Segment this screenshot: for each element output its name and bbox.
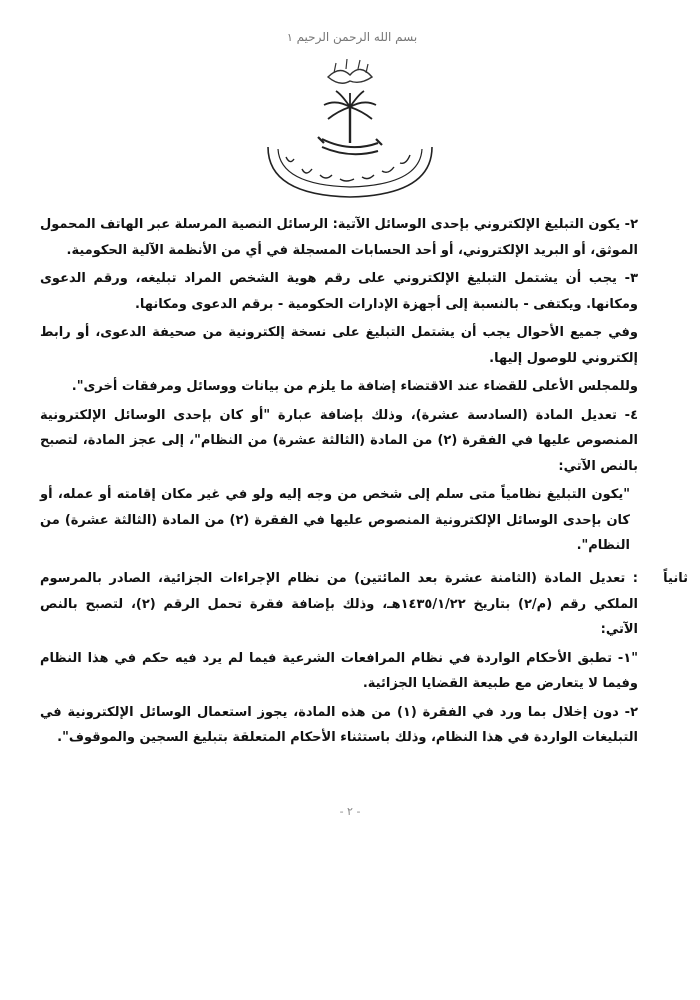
section-two-clause-1: "١- تطبق الأحكام الواردة في نظام المرافعات الشرعية فيما لم يرد فيه حكم في هذا النظام وفيما لا يتعارض مع طبيعة القضايا الجزائية. bbox=[40, 650, 638, 691]
article-body bbox=[40, 212, 638, 562]
section-two-intro: : تعديل المادة (الثامنة عشرة بعد المائتين) من نظام الإجراءات الجزائية، الصادر بالمرسوم الملكي رقم (م/٢) بتاريخ ١٤٣٥/١/٢٢هـ، وذلك بإضافة فقرة تحمل الرقم (٢)، لتصبح بالنص الآتي: bbox=[40, 571, 638, 637]
section-two-label: ثانياً bbox=[663, 571, 688, 586]
footer-mark: - ٢ - bbox=[339, 805, 361, 818]
kingdom-seal-icon bbox=[250, 55, 450, 205]
paragraph-general: وفي جميع الأحوال يجب أن يشتمل التبليغ على نسخة إلكترونية من صحيفة الدعوى، أو رابط إلكتروني للوصول إليها. bbox=[40, 325, 638, 366]
section-two-clause-2: ٢- دون إخلال بما ورد في الفقرة (١) من هذه المادة، يجوز استعمال الوسائل الإلكترونية في التبليغات الواردة في هذا النظام، وذلك باستثناء الأحكام المتعلقة بتبليغ السجين والموقوف". bbox=[40, 704, 639, 745]
basmala-text: بسم الله الرحمن الرحيم bbox=[296, 30, 418, 44]
quoted-article-16: "يكون التبليغ نظامياً متى سلم إلى شخص من وجه إليه ولو في غير مكان إقامته أو عمله، أو كان بإحدى الوسائل الإلكترونية المنصوص عليها في الفقرة (٢) من المادة (الثالثة عشرة) من النظام". bbox=[40, 487, 630, 553]
paragraph-3: ٣- يجب أن يشتمل التبليغ الإلكتروني على رقم هوية الشخص المراد تبليغه، ورقم الدعوى ومكانها. ويكتفى - بالنسبة إلى أجهزة الإدارات الحكومية - برقم الدعوى ومكانها. bbox=[40, 271, 638, 312]
paragraph-2: ٢- يكون التبليغ الإلكتروني بإحدى الوسائل الآتية: الرسائل النصية المرسلة عبر الهاتف المحمول الموثق، أو البريد الإلكتروني، أو أحد الحسابات المسجلة في أي من الأنظمة الآلية الحكومية. bbox=[40, 217, 638, 258]
paragraph-council: وللمجلس الأعلى للقضاء عند الاقتضاء إضافة ما يلزم من بيانات ووسائل ومرفقات أخرى". bbox=[71, 379, 638, 394]
page-number: ١ bbox=[286, 31, 293, 44]
basmala-header bbox=[250, 30, 450, 44]
section-two-body bbox=[40, 566, 638, 754]
paragraph-4: ٤- تعديل المادة (السادسة عشرة)، وذلك بإضافة عبارة "أو كان بإحدى الوسائل الإلكترونية المنصوص عليها في الفقرة (٢) من المادة (الثالثة عشرة) من النظام"، إلى عجز المادة، لتصبح بالنص الآتي: bbox=[40, 407, 638, 474]
